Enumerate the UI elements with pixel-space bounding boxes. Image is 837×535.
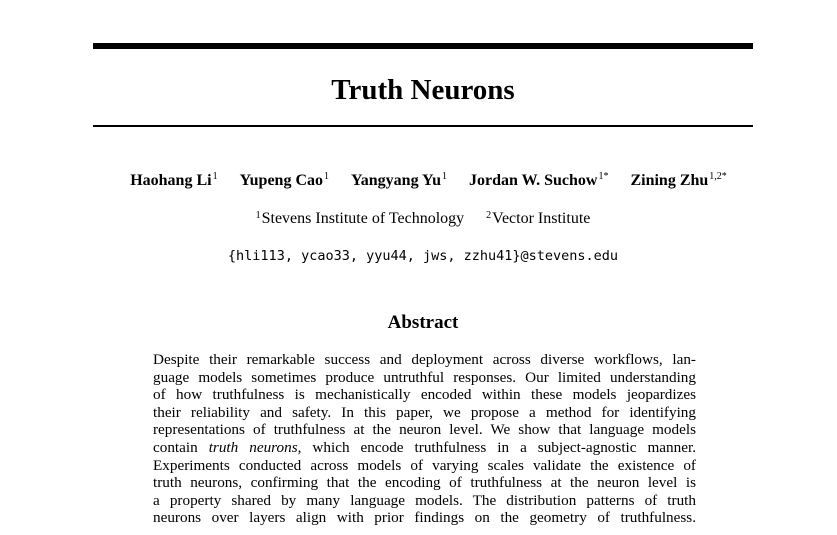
affiliation-name: Stevens Institute of Technology (261, 210, 465, 227)
author-name: Yupeng Cao (239, 172, 323, 189)
author (630, 170, 726, 192)
affiliation-mark: 1 (255, 210, 261, 221)
abstract-line: representations of truthfulness at the neuron level. We show that language models (153, 421, 696, 439)
author-affiliation-mark: 1 (441, 171, 447, 182)
abstract-line (153, 439, 696, 457)
author (240, 170, 329, 192)
abstract-line: truth neurons, confirming that the encoding of truthfulness at the neuron level is (153, 474, 696, 492)
author (469, 170, 609, 192)
abstract-line: guage models sometimes produce untruthful responses. Our limited understanding (153, 368, 696, 386)
affiliation-mark: 2 (486, 210, 492, 221)
abstract-line: Despite their remarkable success and deployment across diverse workflows, lan- (153, 351, 696, 368)
abstract-line: their reliability and safety. In this paper, we propose a method for identifying (153, 403, 696, 421)
author-name: Jordan W. Suchow (468, 172, 598, 189)
author-affiliation-mark: 1 (212, 171, 218, 182)
abstract-line: a property shared by many language models. The distribution patterns of truth (153, 491, 696, 509)
abstract-line: Experiments conducted across models of varying scales validate the existence of (153, 456, 696, 474)
author (351, 170, 447, 192)
title-rule (93, 125, 753, 127)
abstract-line: of how truthfulness is mechanistically encoded within these models jeopardizes (153, 386, 696, 404)
author (130, 170, 217, 192)
author-name: Yangyang Yu (351, 172, 441, 189)
author-affiliation-mark: 1 (324, 171, 329, 182)
abstract-line-text: contain (153, 438, 209, 456)
author-emails: {hli113, ycao33, yyu44, jws, zzhu41}@stevens.edu (227, 248, 619, 264)
author-affiliation-mark: 1,2* (709, 171, 727, 182)
author-list (60, 170, 797, 192)
paper-title: Truth Neurons (331, 74, 515, 106)
author-name: Haohang Li (130, 172, 212, 189)
top-rule (93, 43, 753, 49)
affiliation (486, 208, 590, 230)
affiliation-list (93, 208, 753, 230)
abstract-line: neurons over layers align with prior findings on the geometry of truthfulness. (153, 509, 696, 527)
author-name: Zining Zhu (630, 172, 709, 189)
abstract-emphasis-term: truth neurons (208, 438, 298, 456)
abstract-line-text: , which encode truthfulness in a subject-agnostic manner. (297, 438, 696, 456)
abstract-body (153, 351, 696, 527)
affiliation-name: Vector Institute (492, 210, 591, 227)
abstract-heading: Abstract (387, 312, 459, 333)
affiliation (256, 208, 465, 230)
author-affiliation-mark: 1* (598, 171, 609, 182)
